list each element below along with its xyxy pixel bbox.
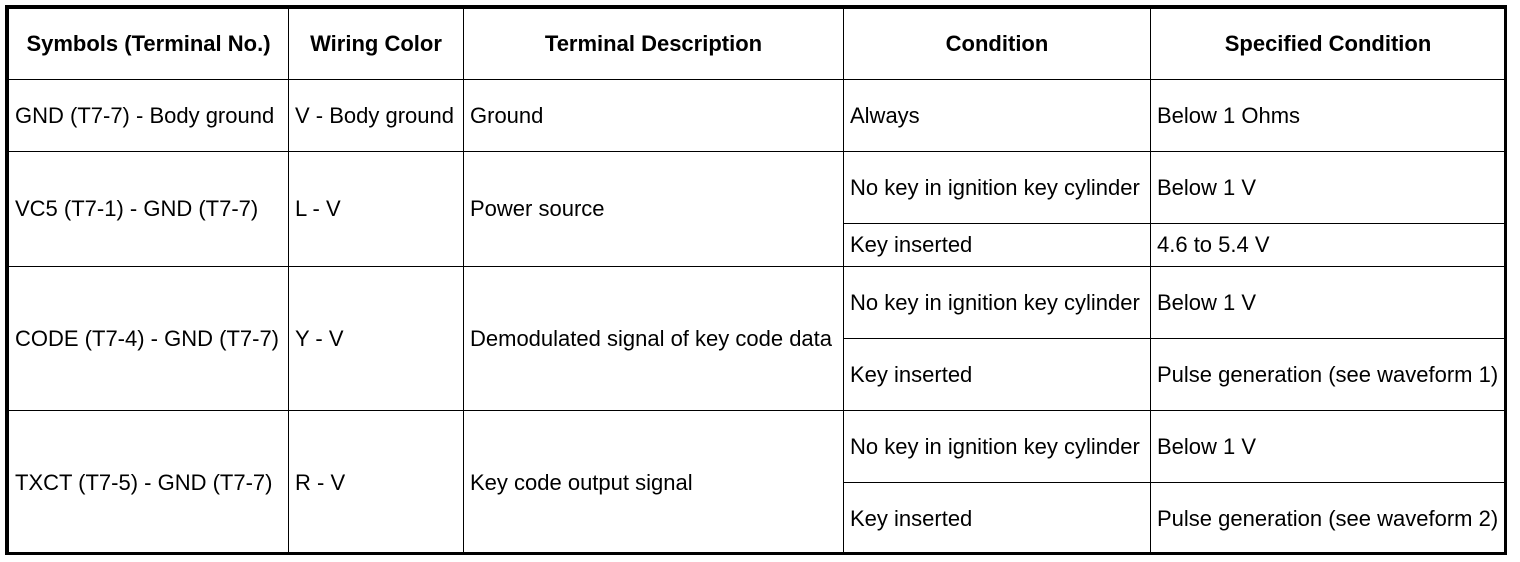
table-row [9, 411, 1506, 483]
terminal-spec-table-frame [5, 5, 1507, 555]
condition-cell: No key in ignition key cylinder [844, 411, 1151, 483]
description-cell: Key code output signal [464, 411, 844, 555]
specified-condition-cell: Pulse generation (see waveform 1) [1151, 339, 1506, 411]
wiring-color-cell: V - Body ground [289, 80, 464, 152]
table-row [9, 152, 1506, 224]
symbol-cell: CODE (T7-4) - GND (T7-7) [9, 267, 289, 411]
condition-cell: Key inserted [844, 224, 1151, 267]
specified-condition-cell: Below 1 V [1151, 152, 1506, 224]
specified-condition-cell: Below 1 V [1151, 411, 1506, 483]
specified-condition-cell: Pulse generation (see waveform 2) [1151, 483, 1506, 555]
specified-condition-cell: 4.6 to 5.4 V [1151, 224, 1506, 267]
terminal-spec-table [8, 8, 1506, 555]
table-row [9, 267, 1506, 339]
header-specified-condition: Specified Condition [1151, 9, 1506, 80]
condition-cell: Key inserted [844, 339, 1151, 411]
header-condition: Condition [844, 9, 1151, 80]
table-row [9, 80, 1506, 152]
header-wiring-color: Wiring Color [289, 9, 464, 80]
wiring-color-cell: R - V [289, 411, 464, 555]
condition-cell: Always [844, 80, 1151, 152]
wiring-color-cell: L - V [289, 152, 464, 267]
symbol-cell: VC5 (T7-1) - GND (T7-7) [9, 152, 289, 267]
condition-cell: Key inserted [844, 483, 1151, 555]
description-cell: Demodulated signal of key code data [464, 267, 844, 411]
specified-condition-cell: Below 1 Ohms [1151, 80, 1506, 152]
wiring-color-cell: Y - V [289, 267, 464, 411]
condition-cell: No key in ignition key cylinder [844, 267, 1151, 339]
header-row [9, 9, 1506, 80]
description-cell: Power source [464, 152, 844, 267]
specified-condition-cell: Below 1 V [1151, 267, 1506, 339]
condition-cell: No key in ignition key cylinder [844, 152, 1151, 224]
header-terminal-description: Terminal Description [464, 9, 844, 80]
symbol-cell: GND (T7-7) - Body ground [9, 80, 289, 152]
symbol-cell: TXCT (T7-5) - GND (T7-7) [9, 411, 289, 555]
header-symbols: Symbols (Terminal No.) [9, 9, 289, 80]
description-cell: Ground [464, 80, 844, 152]
